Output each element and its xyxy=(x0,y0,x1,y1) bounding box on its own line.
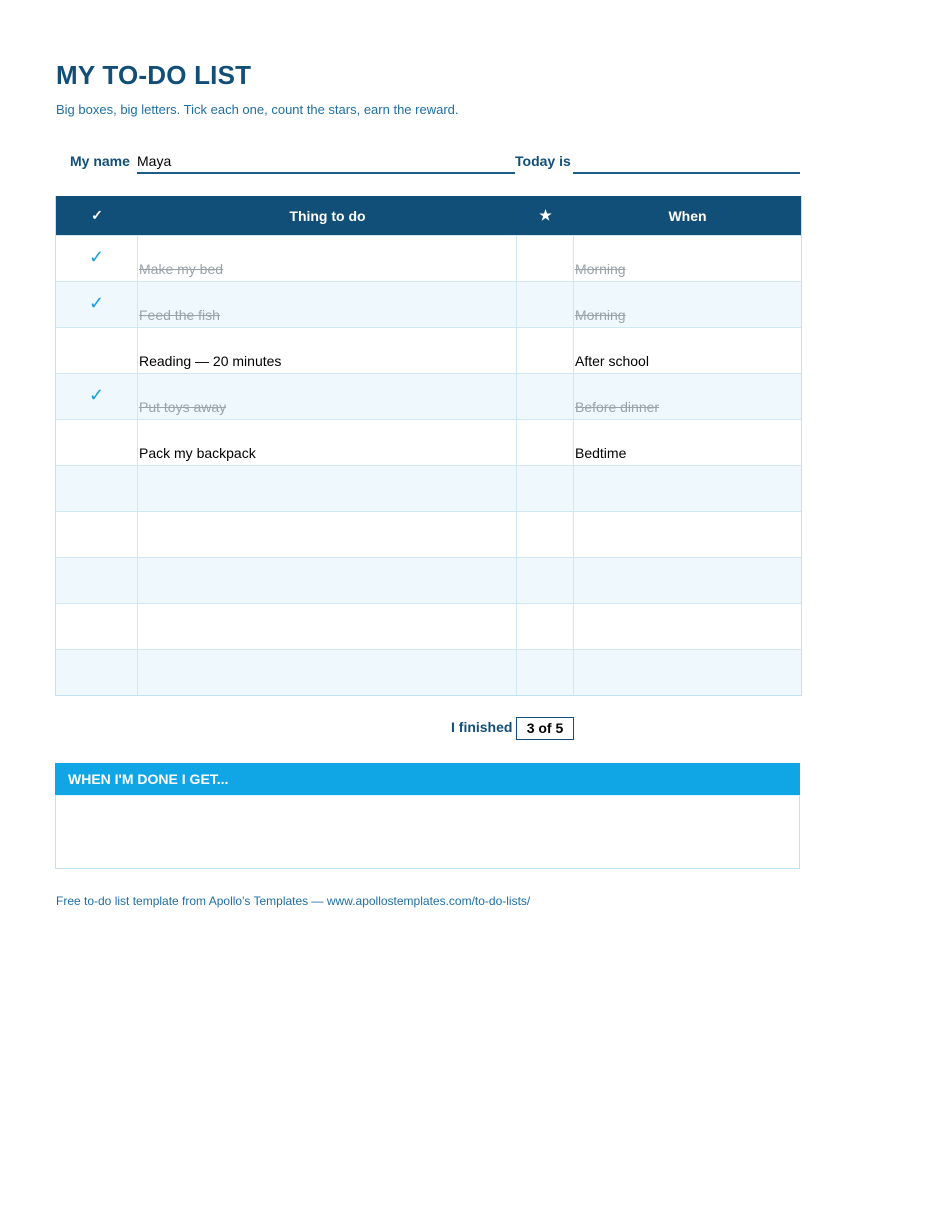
task-text: Make my bed xyxy=(139,261,224,277)
table-row xyxy=(56,557,801,603)
finished-label: I finished xyxy=(451,719,513,735)
when-cell[interactable] xyxy=(574,236,801,281)
when-text: After school xyxy=(575,353,649,369)
check-cell[interactable] xyxy=(56,512,138,557)
table-row xyxy=(56,649,801,695)
star-cell[interactable] xyxy=(517,558,574,603)
checkmark-icon: ✓ xyxy=(88,385,105,405)
star-cell[interactable] xyxy=(517,282,574,327)
when-text: Morning xyxy=(575,261,626,277)
task-text: Pack my backpack xyxy=(139,445,256,461)
column-header-check: ✓ xyxy=(91,207,103,223)
check-cell[interactable] xyxy=(56,236,138,281)
table-body xyxy=(56,235,801,695)
star-cell[interactable] xyxy=(517,328,574,373)
when-cell[interactable] xyxy=(574,328,801,373)
when-cell[interactable] xyxy=(574,374,801,419)
column-header-star: ★ xyxy=(539,207,552,223)
name-label: My name xyxy=(70,153,130,169)
table-row xyxy=(56,603,801,649)
task-cell[interactable] xyxy=(138,374,517,419)
when-cell[interactable] xyxy=(574,282,801,327)
when-text: Bedtime xyxy=(575,445,627,461)
when-cell[interactable] xyxy=(574,420,801,465)
check-cell[interactable] xyxy=(56,466,138,511)
task-cell[interactable] xyxy=(138,512,517,557)
page-subtitle: Big boxes, big letters. Tick each one, count the stars, earn the reward. xyxy=(56,102,459,117)
when-cell[interactable] xyxy=(574,466,801,511)
column-header-task: Thing to do xyxy=(289,207,366,224)
check-cell[interactable] xyxy=(56,420,138,465)
task-cell[interactable] xyxy=(138,282,517,327)
table-row xyxy=(56,419,801,465)
check-cell[interactable] xyxy=(56,604,138,649)
task-cell[interactable] xyxy=(138,604,517,649)
name-field[interactable]: Maya xyxy=(137,152,515,174)
table-header xyxy=(56,196,801,235)
footer-credit: Free to-do list template from Apollo's Templates — www.apollostemplates.com/to-do-lists/ xyxy=(56,894,531,908)
check-cell[interactable] xyxy=(56,374,138,419)
star-cell[interactable] xyxy=(517,466,574,511)
page-title: MY TO-DO LIST xyxy=(56,60,252,90)
task-cell[interactable] xyxy=(138,328,517,373)
task-cell[interactable] xyxy=(138,650,517,695)
task-cell[interactable] xyxy=(138,420,517,465)
table-row xyxy=(56,465,801,511)
star-cell[interactable] xyxy=(517,420,574,465)
table-row xyxy=(56,511,801,557)
task-text: Feed the fish xyxy=(139,307,220,323)
table-row xyxy=(56,327,801,373)
today-label: Today is xyxy=(515,153,571,169)
todo-table xyxy=(55,196,802,696)
star-cell[interactable] xyxy=(517,604,574,649)
table-row xyxy=(56,235,801,281)
table-row xyxy=(56,373,801,419)
task-cell[interactable] xyxy=(138,236,517,281)
today-field[interactable] xyxy=(573,152,800,174)
task-text: Put toys away xyxy=(139,399,227,415)
check-cell[interactable] xyxy=(56,282,138,327)
when-cell[interactable] xyxy=(574,650,801,695)
reward-heading: WHEN I'M DONE I GET... xyxy=(55,763,800,795)
task-cell[interactable] xyxy=(138,558,517,603)
star-cell[interactable] xyxy=(517,650,574,695)
task-text: Reading — 20 minutes xyxy=(139,353,282,369)
when-cell[interactable] xyxy=(574,512,801,557)
finished-count: 3 of 5 xyxy=(516,717,574,740)
checkmark-icon: ✓ xyxy=(88,247,105,267)
table-row xyxy=(56,281,801,327)
checkmark-icon: ✓ xyxy=(88,293,105,313)
when-text: Before dinner xyxy=(575,399,660,415)
when-cell[interactable] xyxy=(574,558,801,603)
star-cell[interactable] xyxy=(517,374,574,419)
star-cell[interactable] xyxy=(517,236,574,281)
when-cell[interactable] xyxy=(574,604,801,649)
star-cell[interactable] xyxy=(517,512,574,557)
check-cell[interactable] xyxy=(56,558,138,603)
when-text: Morning xyxy=(575,307,626,323)
check-cell[interactable] xyxy=(56,328,138,373)
check-cell[interactable] xyxy=(56,650,138,695)
column-header-when: When xyxy=(668,207,707,224)
reward-field[interactable] xyxy=(55,795,800,869)
task-cell[interactable] xyxy=(138,466,517,511)
